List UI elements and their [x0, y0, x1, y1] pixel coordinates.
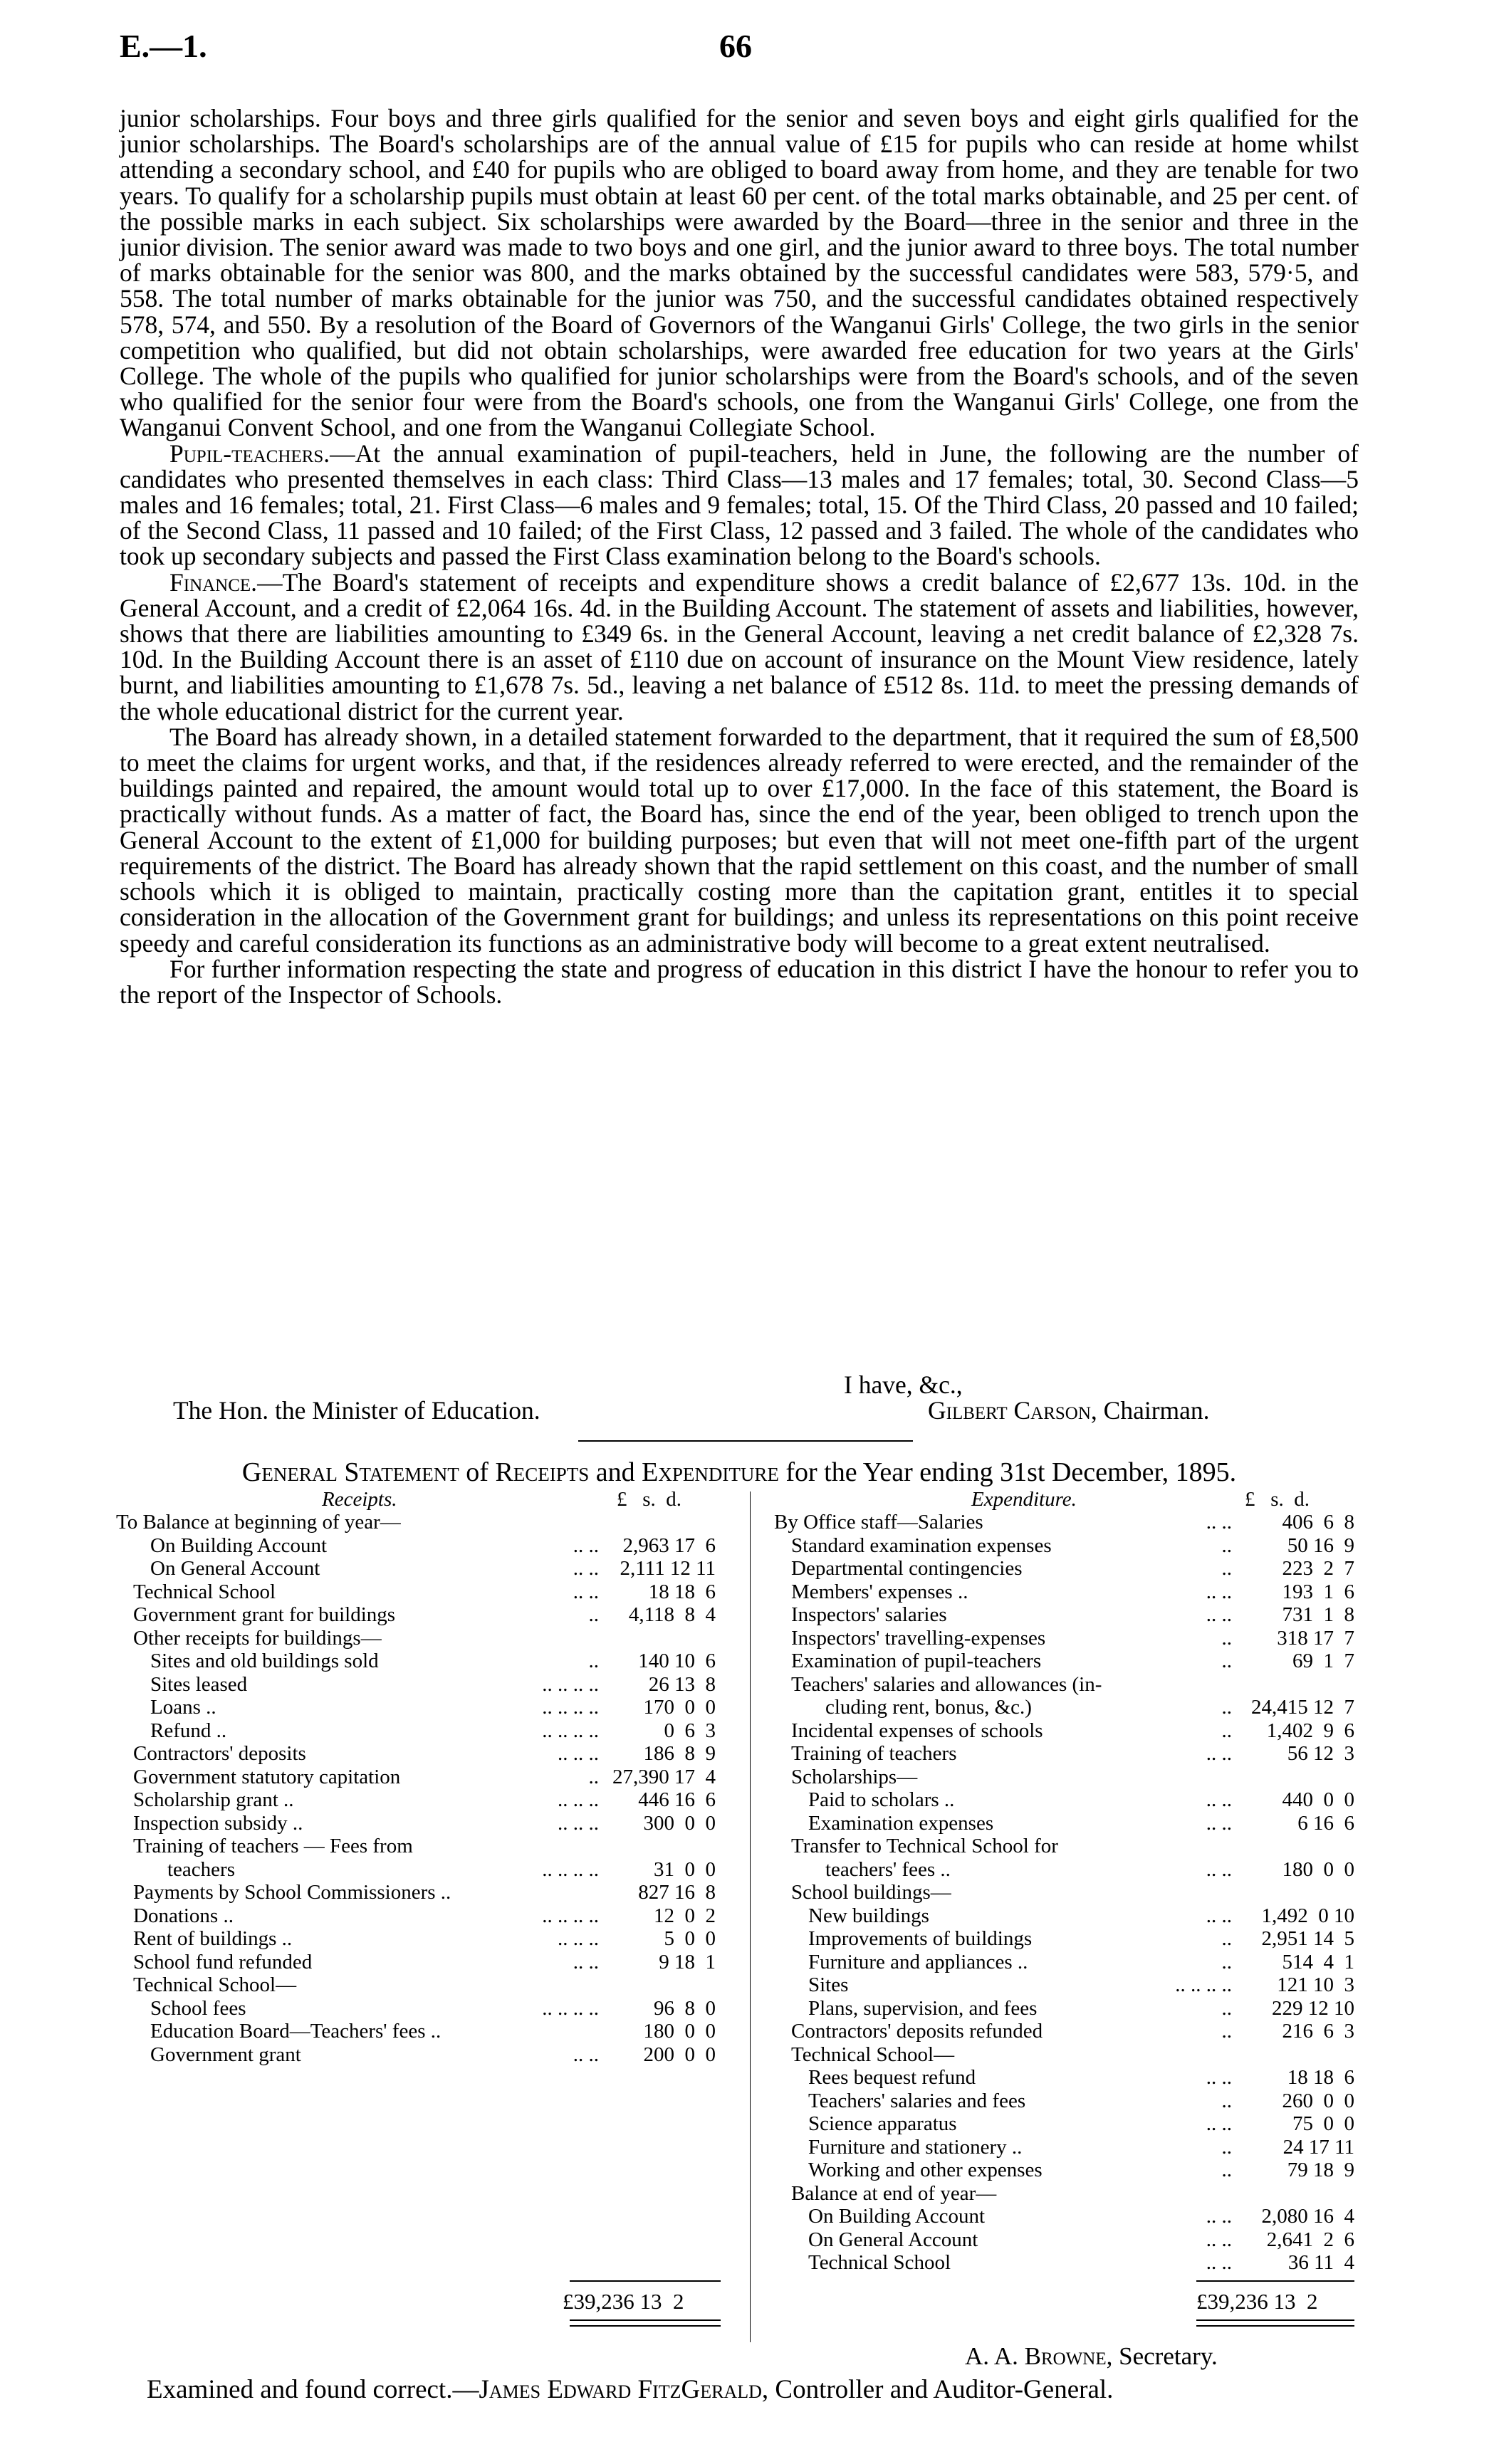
receipts-row: [116, 1858, 721, 1882]
auditor-name: James Edward FitzGerald: [479, 2375, 762, 2404]
expenditure-leader-dots: .. ..: [1206, 1511, 1232, 1534]
expenditure-row: [774, 1973, 1354, 1997]
receipts-row: [116, 1812, 721, 1835]
receipts-row: [116, 1557, 721, 1580]
expenditure-label: Plans, supervision, and fees: [808, 1996, 1038, 2020]
receipts-leader-dots: .. ..: [573, 1580, 599, 1603]
expenditure-leader-dots: .. ..: [1206, 1742, 1232, 1765]
receipts-leader-dots: .. .. .. ..: [542, 1904, 599, 1927]
receipts-row: [116, 1997, 721, 2020]
expenditure-label: Examination expenses: [808, 1811, 994, 1835]
receipts-label: On General Account: [150, 1557, 320, 1580]
expenditure-row: [774, 1951, 1354, 1974]
expenditure-amount: 318 17 7: [1277, 1626, 1354, 1650]
expenditure-leader-dots: .. ..: [1206, 1811, 1232, 1835]
receipts-row: [116, 1511, 721, 1534]
receipts-leader-dots: .. ..: [573, 2043, 599, 2066]
expenditure-amount: 2,951 14 5: [1261, 1927, 1354, 1950]
expenditure-row: [774, 1812, 1354, 1835]
expenditure-total-rule: [1196, 2280, 1354, 2282]
receipts-leader-dots: ..: [588, 1603, 599, 1626]
expenditure-row: [774, 1511, 1354, 1534]
chairman-name: Gilbert Carson: [928, 1396, 1091, 1425]
expenditure-label: Examination of pupil-teachers: [791, 1650, 1042, 1672]
expenditure-label: Teachers' salaries and allowances (in-: [791, 1672, 1102, 1696]
expenditure-label: Inspectors' salaries: [791, 1603, 947, 1626]
expenditure-leader-dots: .. ..: [1206, 1580, 1232, 1603]
receipts-label: Contractors' deposits: [133, 1742, 306, 1765]
heading-pupil-teachers: Pupil-teachers.: [169, 439, 330, 468]
expenditure-amount: 731 1 8: [1282, 1603, 1354, 1626]
expenditure-leader-dots: ..: [1221, 2159, 1232, 2181]
receipts-label: To Balance at beginning of year—: [116, 1511, 401, 1534]
expenditure-label: Incidental expenses of schools: [791, 1719, 1043, 1742]
expenditure-row: [774, 1673, 1354, 1697]
paragraph-scholarships: junior scholarships. Four boys and three girls qualified for the senior and seven boys and eight girls qualified for the junior scholarships. The Board's scholarships are of the annual value of £15 for pupils who can reside at home whilst attending a secondary school, and £40 for pupils who are obliged to board away from home, and they are tenable for two years. To qualify for a scholarship pupils must obtain at least 60 per cent. of the total marks obtainable, and 25 per cent. of the possible marks in each subject. Six scholarships were awarded by the Board—three in the senior and three in the junior division. The senior award was made to two boys and one girl, and the junior award to three boys. The total number of marks obtainable for the senior was 800, and the marks obtained by the successful candidates were 583, 579·5, and 558. The total number of marks obtainable for the junior was 750, and the successful candidates obtained respectively 578, 574, and 550. By a resolution of the Board of Governors of the Wanganui Girls' College, the two girls in the senior competition who qualified, but did not obtain scholarships, were awarded free education for two years at the Girls' College. The whole of the pupils who qualified for junior scholarships were from the Board's schools, and of the seven who qualified for the senior four were from the Board's schools, one from the Wanganui Girls' College, one from the Wanganui Convent School, and one from the Wanganui Collegiate School.: [120, 104, 1359, 442]
receipts-row: [116, 1719, 721, 1743]
expenditure-leader-dots: ..: [1221, 1719, 1232, 1742]
receipts-amount: 18 18 6: [648, 1580, 716, 1603]
receipts-amount: 446 16 6: [638, 1788, 716, 1811]
expenditure-double-rule: [1196, 2319, 1354, 2327]
expenditure-label: teachers' fees ..: [825, 1857, 951, 1881]
expenditure-label: Working and other expenses: [808, 2159, 1043, 2181]
expenditure-leader-dots: ..: [1221, 2135, 1232, 2159]
expenditure-label: cluding rent, bonus, &c.): [825, 1696, 1032, 1719]
receipts-label: Sites and old buildings sold: [150, 1650, 379, 1672]
expenditure-label: New buildings: [808, 1904, 929, 1927]
receipts-amount: 2,963 17 6: [622, 1534, 716, 1557]
expenditure-row: [774, 1650, 1354, 1673]
title-part-of: of: [459, 1457, 496, 1487]
expenditure-amount: 1,402 9 6: [1266, 1719, 1354, 1742]
expenditure-row: [774, 1904, 1354, 1928]
expenditure-leader-dots: .. ..: [1206, 2228, 1232, 2251]
secretary-name: A. A. Browne: [965, 2342, 1107, 2370]
expenditure-leader-dots: .. ..: [1206, 2066, 1232, 2089]
receipts-label: Technical School—: [133, 1973, 297, 1996]
title-part-rest: for the Year ending 31st December, 1895.: [778, 1457, 1237, 1487]
receipts-amount: 200 0 0: [643, 2043, 716, 2066]
expenditure-leader-dots: .. ..: [1206, 1904, 1232, 1927]
expenditure-row: [774, 2020, 1354, 2043]
examined-prefix: Examined and found correct.—: [147, 2375, 479, 2404]
paragraph-funds: The Board has already shown, in a detailed statement forwarded to the department, that it required the sum of £8,500 to meet the claims for urgent works, and that, if the residences already referred to were erected, and the remainder of the buildings painted and repaired, the amount would total up to over £17,000. In the face of this statement, the Board is practically without funds. As a matter of fact, the Board has, since the end of the year, been obliged to trench upon the General Account to the extent of £1,000 for building purposes; but even that will not meet one-fifth part of the urgent requirements of the district. The Board has already shown that the rapid settlement on this coast, and the number of small schools which it is obliged to maintain, practically costing more than the capitation grant, entitles it to special consideration in the allocation of the Government grant for buildings; and unless its representations on this point receive speedy and careful consideration its functions as an administrative body will become to a great extent neutralised.: [120, 722, 1359, 958]
expenditure-row: [774, 1719, 1354, 1743]
expenditure-row: [774, 2228, 1354, 2252]
expenditure-row: [774, 1627, 1354, 1650]
expenditure-amount: 216 6 3: [1282, 2020, 1354, 2043]
receipts-label: Government grant: [150, 2043, 301, 2066]
expenditure-amount: 50 16 9: [1287, 1534, 1354, 1557]
expenditure-label: Balance at end of year—: [791, 2181, 997, 2205]
expenditure-row: [774, 2090, 1354, 2113]
expenditure-amount: 69 1 7: [1292, 1650, 1354, 1672]
receipts-row: [116, 1580, 721, 1604]
section-divider: [578, 1440, 913, 1442]
expenditure-amount: 56 12 3: [1287, 1742, 1354, 1765]
expenditure-amount: 193 1 6: [1282, 1580, 1354, 1603]
expenditure-leader-dots: ..: [1221, 1534, 1232, 1557]
receipts-total: £39,236 13 2: [563, 2289, 684, 2314]
expenditure-label: Transfer to Technical School for: [791, 1835, 1058, 1857]
expenditure-row: [774, 1997, 1354, 2020]
expenditure-amount: 514 4 1: [1282, 1950, 1354, 1973]
receipts-label: Payments by School Commissioners ..: [133, 1881, 451, 1904]
salutation: I have, &c.,: [844, 1370, 963, 1399]
receipts-leader-dots: .. .. ..: [558, 1742, 599, 1765]
expenditure-row: [774, 2066, 1354, 2090]
receipts-amount: 9 18 1: [659, 1950, 716, 1973]
receipts-list: [116, 1511, 721, 2066]
receipts-amount: 140 10 6: [638, 1650, 716, 1672]
expenditure-amount: 36 11 4: [1287, 2251, 1354, 2274]
receipts-row: [116, 1951, 721, 1974]
receipts-label: Rent of buildings ..: [133, 1927, 293, 1950]
receipts-amount: 186 8 9: [643, 1742, 716, 1765]
expenditure-row: [774, 1603, 1354, 1627]
receipts-amount: 170 0 0: [643, 1696, 716, 1719]
expenditure-label: Paid to scholars ..: [808, 1788, 955, 1811]
title-part-general-statement: General Statement: [241, 1457, 459, 1487]
receipts-label: Scholarship grant ..: [133, 1788, 294, 1811]
expenditure-amount: 18 18 6: [1287, 2066, 1354, 2089]
receipts-row: [116, 1742, 721, 1766]
receipts-label: Government statutory capitation: [133, 1765, 401, 1788]
expenditure-amount: 6 16 6: [1297, 1811, 1354, 1835]
expenditure-row: [774, 2136, 1354, 2159]
auditor-title: , Controller and Auditor-General.: [761, 2375, 1114, 2404]
expenditure-row: [774, 1580, 1354, 1604]
receipts-amount: 827 16 8: [638, 1881, 716, 1904]
receipts-label: Government grant for buildings: [133, 1603, 396, 1626]
heading-finance: Finance.: [169, 567, 258, 597]
expenditure-amount: 260 0 0: [1282, 2089, 1354, 2112]
receipts-amount: 0 6 3: [664, 1719, 716, 1742]
expenditure-row: [774, 1742, 1354, 1766]
statement-title: [120, 1457, 1359, 1488]
expenditure-money-columns: £ s. d.: [1245, 1488, 1310, 1511]
expenditure-row: [774, 2159, 1354, 2182]
expenditure-leader-dots: ..: [1221, 2089, 1232, 2112]
expenditure-row: [774, 2112, 1354, 2136]
expenditure-row: [774, 1927, 1354, 1951]
expenditure-leader-dots: ..: [1221, 1650, 1232, 1672]
receipts-row: [116, 1673, 721, 1697]
receipts-amount: 4,118 8 4: [628, 1603, 716, 1626]
receipts-row: [116, 1534, 721, 1558]
receipts-heading: Receipts.: [322, 1488, 397, 1511]
expenditure-label: Inspectors' travelling-expenses: [791, 1626, 1046, 1650]
expenditure-leader-dots: ..: [1221, 1996, 1232, 2020]
expenditure-label: On Building Account: [808, 2205, 986, 2228]
expenditure-amount: 180 0 0: [1282, 1857, 1354, 1881]
receipts-amount: 27,390 17 4: [612, 1765, 716, 1788]
receipts-label: Donations ..: [133, 1904, 234, 1927]
receipts-label: Education Board—Teachers' fees ..: [150, 2020, 442, 2043]
receipts-leader-dots: .. .. .. ..: [542, 1672, 599, 1696]
receipts-leader-dots: .. ..: [573, 1557, 599, 1580]
title-part-receipts: Receipts: [495, 1457, 590, 1487]
expenditure-amount: 440 0 0: [1282, 1788, 1354, 1811]
expenditure-leader-dots: .. ..: [1206, 2205, 1232, 2228]
expenditure-total: £39,236 13 2: [1196, 2289, 1318, 2314]
receipts-row: [116, 1881, 721, 1904]
expenditure-leader-dots: ..: [1221, 1696, 1232, 1719]
receipts-row: [116, 1835, 721, 1858]
expenditure-leader-dots: .. ..: [1206, 1788, 1232, 1811]
receipts-leader-dots: .. .. ..: [558, 1811, 599, 1835]
receipts-money-columns: £ s. d.: [617, 1488, 682, 1511]
page-number: 66: [719, 28, 752, 64]
receipts-row: [116, 1603, 721, 1627]
paragraph-pupil-teachers-text: —At the annual examination of pupil-teachers, held in June, the following are the number of candidates who presented themselves in each class: Third Class—13 males and 17 females; total, 30. Second Class—5 males and 16 females; total, 21. First Class—6 males and 9 females; total, 15. Of the Third Class, 20 passed and 10 failed; of the Second Class, 11 passed and 10 failed; of the First Class, 12 passed and 3 failed. The whole of the candidates who took up secondary subjects and passed the First Class examination belong to the Board's schools.: [120, 439, 1359, 571]
expenditure-amount: 75 0 0: [1292, 2112, 1354, 2135]
receipts-label: School fund refunded: [133, 1950, 313, 1973]
expenditure-label: Rees bequest refund: [808, 2066, 976, 2089]
expenditure-label: Sites: [808, 1973, 849, 1996]
receipts-row: [116, 1927, 721, 1951]
expenditure-row: [774, 2251, 1354, 2275]
expenditure-leader-dots: ..: [1221, 1557, 1232, 1580]
expenditure-row: [774, 2043, 1354, 2067]
expenditure-label: School buildings—: [791, 1881, 951, 1904]
receipts-label: School fees: [150, 1996, 246, 2020]
receipts-label: teachers: [167, 1857, 235, 1881]
receipts-amount: 5 0 0: [664, 1927, 716, 1950]
receipts-row: [116, 2020, 721, 2043]
expenditure-row: [774, 1696, 1354, 1719]
expenditure-row: [774, 1557, 1354, 1580]
auditor-certification: [147, 2374, 1113, 2405]
expenditure-row: [774, 1766, 1354, 1789]
receipts-amount: 300 0 0: [643, 1811, 716, 1835]
receipts-leader-dots: .. .. ..: [558, 1788, 599, 1811]
expenditure-amount: 229 12 10: [1272, 1996, 1354, 2020]
receipts-leader-dots: ..: [588, 1650, 599, 1672]
receipts-row: [116, 1973, 721, 1997]
receipts-leader-dots: ..: [588, 1765, 599, 1788]
receipts-label: Inspection subsidy ..: [133, 1811, 303, 1835]
expenditure-amount: 24,415 12 7: [1251, 1696, 1354, 1719]
receipts-amount: 26 13 8: [648, 1672, 716, 1696]
expenditure-row: [774, 2205, 1354, 2228]
receipts-amount: 96 8 0: [654, 1996, 716, 2020]
expenditure-leader-dots: ..: [1221, 1950, 1232, 1973]
expenditure-leader-dots: .. ..: [1206, 2251, 1232, 2274]
expenditure-label: By Office staff—Salaries: [774, 1511, 983, 1534]
expenditure-leader-dots: .. ..: [1206, 1857, 1232, 1881]
expenditure-label: Scholarships—: [791, 1765, 918, 1788]
receipts-amount: 180 0 0: [643, 2020, 716, 2043]
receipts-row: [116, 1766, 721, 1789]
expenditure-amount: 2,641 2 6: [1266, 2228, 1354, 2251]
receipts-label: Loans ..: [150, 1696, 216, 1719]
expenditure-amount: 121 10 3: [1277, 1973, 1354, 1996]
paragraph-further-info: For further information respecting the state and progress of education in this district I have the honour to refer you to the report of the Inspector of Schools.: [120, 954, 1359, 1009]
expenditure-label: Improvements of buildings: [808, 1927, 1033, 1950]
title-part-expenditure: Expenditure: [642, 1457, 779, 1487]
paragraph-finance-text: —The Board's statement of receipts and expenditure shows a credit balance of £2,677 13s. 10d. in the General Account, and a credit of £2,064 16s. 4d. in the Building Account. The statement of assets and liabilities, however, shows that there are liabilities amounting to £349 6s. in the General Account, leaving a net credit balance of £2,328 7s. 10d. In the Building Account there is an asset of £110 due on account of insurance on the Mount View residence, lately burnt, and liabilities amounting to £1,678 7s. 5d., leaving a net balance of £512 8s. 11d. to meet the pressing demands of the whole educational district for the current year.: [120, 567, 1359, 725]
expenditure-label: On General Account: [808, 2228, 978, 2251]
expenditure-label: Members' expenses ..: [791, 1580, 968, 1603]
receipts-leader-dots: .. ..: [573, 1534, 599, 1557]
expenditure-row: [774, 1881, 1354, 1904]
expenditure-list: [774, 1511, 1354, 2275]
expenditure-label: Departmental contingencies: [791, 1557, 1023, 1580]
receipts-total-rule: [570, 2280, 721, 2282]
receipts-leader-dots: .. .. .. ..: [542, 1857, 599, 1881]
receipts-leader-dots: .. .. .. ..: [542, 1719, 599, 1742]
expenditure-label: Furniture and stationery ..: [808, 2135, 1023, 2159]
receipts-double-rule: [570, 2319, 721, 2327]
column-separator: [750, 1491, 751, 2342]
expenditure-label: Technical School—: [791, 2043, 955, 2066]
receipts-label: On Building Account: [150, 1534, 328, 1557]
receipts-row: [116, 1904, 721, 1928]
expenditure-leader-dots: ..: [1221, 1927, 1232, 1950]
receipts-amount: 12 0 2: [654, 1904, 716, 1927]
expenditure-row: [774, 1835, 1354, 1858]
expenditure-label: Contractors' deposits refunded: [791, 2020, 1043, 2043]
document-reference: E.—1.: [120, 28, 207, 64]
expenditure-label: Training of teachers: [791, 1742, 957, 1765]
expenditure-leader-dots: .. .. .. ..: [1175, 1973, 1232, 1996]
expenditure-amount: 2,080 16 4: [1261, 2205, 1354, 2228]
secretary-title: , Secretary.: [1106, 2342, 1218, 2370]
expenditure-row: [774, 1858, 1354, 1882]
receipts-row: [116, 1627, 721, 1650]
receipts-amount: 2,111 12 11: [620, 1557, 716, 1580]
expenditure-amount: 1,492 0 10: [1261, 1904, 1354, 1927]
expenditure-label: Science apparatus: [808, 2112, 957, 2135]
receipts-row: [116, 2043, 721, 2067]
receipts-row: [116, 1650, 721, 1673]
expenditure-amount: 223 2 7: [1282, 1557, 1354, 1580]
receipts-row: [116, 1696, 721, 1719]
expenditure-row: [774, 1534, 1354, 1558]
expenditure-row: [774, 2182, 1354, 2206]
chairman-signature: [928, 1395, 1210, 1425]
secretary-signature: [965, 2342, 1218, 2371]
receipts-leader-dots: .. .. ..: [558, 1927, 599, 1950]
receipts-row: [116, 1788, 721, 1812]
expenditure-label: Teachers' salaries and fees: [808, 2089, 1026, 2112]
receipts-label: Refund ..: [150, 1719, 227, 1742]
receipts-leader-dots: .. ..: [573, 1950, 599, 1973]
expenditure-heading: Expenditure.: [971, 1488, 1077, 1511]
expenditure-leader-dots: .. ..: [1206, 1603, 1232, 1626]
chairman-title: , Chairman.: [1090, 1396, 1210, 1425]
receipts-label: Sites leased: [150, 1672, 248, 1696]
paragraph-finance: [120, 567, 1359, 725]
expenditure-amount: 406 6 8: [1282, 1511, 1354, 1534]
report-body: [120, 105, 1359, 1007]
expenditure-label: Furniture and appliances ..: [808, 1950, 1028, 1973]
receipts-leader-dots: .. .. .. ..: [542, 1996, 599, 2020]
expenditure-leader-dots: ..: [1221, 2020, 1232, 2043]
expenditure-leader-dots: ..: [1221, 1626, 1232, 1650]
addressee: The Hon. the Minister of Education.: [173, 1396, 540, 1425]
receipts-label: Technical School: [133, 1580, 276, 1603]
expenditure-amount: 79 18 9: [1287, 2159, 1354, 2181]
expenditure-leader-dots: .. ..: [1206, 2112, 1232, 2135]
receipts-label: Training of teachers — Fees from: [133, 1835, 413, 1857]
receipts-leader-dots: .. .. .. ..: [542, 1696, 599, 1719]
title-part-and: and: [589, 1457, 642, 1487]
expenditure-amount: 24 17 11: [1282, 2135, 1354, 2159]
expenditure-row: [774, 1788, 1354, 1812]
receipts-amount: 31 0 0: [654, 1857, 716, 1881]
paragraph-pupil-teachers: [120, 441, 1359, 570]
expenditure-label: Technical School: [808, 2251, 951, 2274]
receipts-label: Other receipts for buildings—: [133, 1626, 382, 1650]
expenditure-label: Standard examination expenses: [791, 1534, 1052, 1557]
